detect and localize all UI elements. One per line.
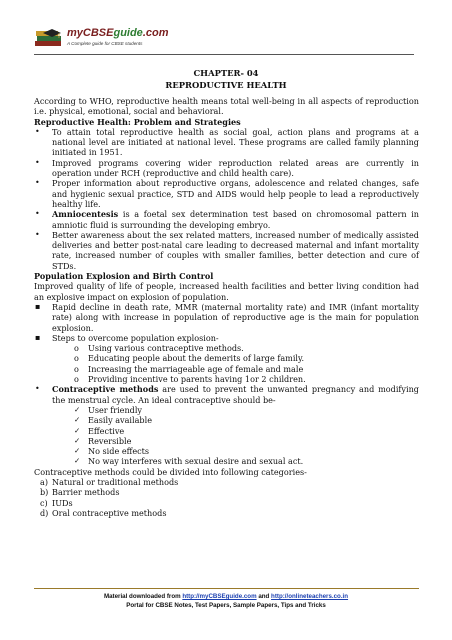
intro-paragraph: According to WHO, reproductive health means total well-being in all aspects of reproduction i.e. physical, emotional, social and behavioral.: [34, 96, 419, 117]
list-item: ▪ Rapid decline in death rate, MMR (maternal mortality rate) and IMR (infant mortality rate) along with increase in population of reproductive age is the main for population explosion.: [35, 301, 419, 333]
list-item: • To attain total reproductive health as social goal, action plans and programs at a national level are initiated at national level. These programs are called family planning initiated in 1951.: [35, 126, 419, 158]
sub-list-item: o Increasing the marriageable age of female and male: [74, 363, 304, 374]
list-item: • Better awareness about the sex related matters, increased number of medically assisted deliveries and better post-natal care leading to decreased maternal and infant mortality rate, increased number of couples with smaller families, better detection and cure of STDs.: [35, 229, 419, 271]
footer-line-1: Material downloaded from http://myCBSEguide.com and http://onlineteachers.co.in: [103, 593, 349, 600]
check-icon: ✓: [74, 456, 81, 466]
bullet-icon: •: [35, 178, 40, 188]
footer-line-2: Portal for CBSE Notes, Test Papers, Sample Papers, Tips and Tricks: [126, 602, 326, 609]
check-icon: ✓: [74, 435, 81, 445]
mycbseguide-link[interactable]: http://myCBSEguide.com: [182, 593, 257, 600]
list-item: ▪ Steps to overcome population explosion-: [35, 332, 219, 343]
circle-bullet-icon: o: [74, 374, 79, 385]
square-bullet-icon: ▪: [35, 301, 41, 311]
checklist-item: ✓ No side effects: [74, 446, 150, 457]
sub-list-item: o Providing incentive to parents having 1or 2 children.: [74, 374, 306, 385]
header-divider: [34, 54, 414, 55]
document-body: [34, 96, 419, 518]
chapter-number: CHAPTER- 04: [193, 68, 259, 78]
logo-title: myCBSEguide.com: [67, 27, 169, 39]
checklist-item: ✓ No way interferes with sexual desire and sexual act.: [74, 456, 304, 467]
checklist-item: ✓ Easily available: [74, 415, 152, 426]
sub-list-item: o Using various contraceptive methods.: [74, 343, 244, 354]
bullet-icon: •: [35, 209, 40, 219]
check-icon: ✓: [74, 425, 81, 435]
category-item: c) IUDs: [40, 497, 73, 508]
chapter-title: REPRODUCTIVE HEALTH: [165, 80, 287, 90]
population-intro: Improved quality of life of people, increased health facilities and better living condition had an explosive impact on explosion of population.: [34, 281, 419, 302]
checklist-item: ✓ Reversible: [74, 435, 132, 446]
bullet-icon: •: [35, 229, 40, 239]
bullet-icon: •: [35, 384, 40, 394]
section-heading-population: Population Explosion and Birth Control: [34, 271, 214, 282]
bullet-icon: •: [35, 126, 40, 136]
circle-bullet-icon: o: [74, 353, 79, 364]
site-logo[interactable]: [34, 26, 184, 52]
categories-intro: Contraceptive methods could be divided into following categories-: [34, 466, 307, 477]
logo-tagline: A Complete guide for CBSE students: [67, 41, 143, 46]
list-item: • Contraceptive methods are used to prevent the unwanted pregnancy and modifying the menstrual cycle. An ideal contraceptive should be-: [35, 384, 419, 405]
bullet-icon: •: [35, 157, 40, 167]
square-bullet-icon: ▪: [35, 332, 41, 342]
check-icon: ✓: [74, 404, 81, 414]
check-icon: ✓: [74, 415, 81, 425]
circle-bullet-icon: o: [74, 343, 79, 354]
books-icon: [34, 28, 64, 50]
sub-list-item: o Educating people about the demerits of large family.: [74, 353, 305, 364]
term-amniocentesis: Amniocentesis: [52, 209, 119, 220]
list-item: • Improved programs covering wider reproduction related areas are currently in operation under RCH (reproductive and child health care).: [35, 157, 419, 179]
circle-bullet-icon: o: [74, 363, 79, 374]
term-contraceptive-methods: Contraceptive methods: [52, 384, 159, 395]
category-item: b) Barrier methods: [40, 487, 120, 498]
onlineteachers-link[interactable]: http://onlineteachers.co.in: [271, 593, 349, 600]
list-item: • Amniocentesis is a foetal sex determination test based on chromosomal pattern in amniotic fluid is surrounding the developing embryo.: [35, 209, 419, 230]
category-item: d) Oral contraceptive methods: [40, 507, 167, 518]
list-item: • Proper information about reproductive organs, adolescence and related changes, safe and hygienic sexual practice, STD and AIDS would help people to lead a reproductively healthy life.: [35, 178, 419, 209]
check-icon: ✓: [74, 446, 81, 456]
category-item: a) Natural or traditional methods: [40, 476, 179, 487]
footer-divider: [34, 588, 419, 589]
section-heading-strategies: Reproductive Health: Problem and Strategies: [34, 116, 241, 127]
checklist-item: ✓ Effective: [74, 425, 125, 436]
checklist-item: ✓ User friendly: [74, 404, 143, 415]
